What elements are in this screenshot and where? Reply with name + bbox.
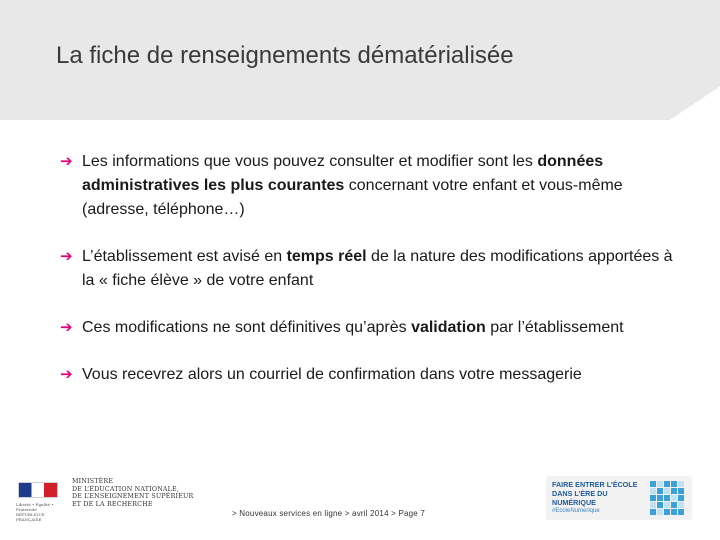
bullet-item	[60, 245, 680, 293]
bullet-text-bold: données administratives les plus courantes	[82, 153, 604, 194]
arrow-right-icon: ➔	[60, 248, 73, 265]
cta-line: FAIRE ENTRER L’ÉCOLE	[552, 480, 638, 489]
bullet-text: L’établissement est avisé en	[82, 248, 287, 265]
bullet-item	[60, 150, 680, 222]
ministry-name	[72, 478, 193, 508]
bullet-list	[60, 150, 680, 387]
ministry-line: MINISTÈRE	[72, 478, 114, 485]
ministry-line: DE L’ENSEIGNEMENT SUPÉRIEUR	[72, 493, 194, 501]
cta-handle: #EcoleNumerique	[552, 508, 600, 514]
republique-motto: Liberté • Égalité • Fraternité RÉPUBLIQUE FRANÇAISE	[16, 502, 54, 522]
bullet-text-bold: temps réel	[286, 248, 367, 265]
bullet-text: Vous recevrez alors un courriel de confirmation dans votre messagerie	[82, 366, 582, 383]
bullet-text: par l’établissement	[485, 319, 624, 336]
bullet-item	[60, 363, 680, 387]
bullet-text: Les informations que vous pouvez consulter et modifier sont les	[82, 153, 538, 170]
bullet-text-bold: validation	[411, 319, 486, 336]
arrow-right-icon: ➔	[60, 319, 73, 336]
marianne-logo	[16, 478, 58, 522]
arrow-right-icon: ➔	[60, 153, 73, 170]
footer-breadcrumb: > Nouveaux services en ligne > avril 2014 > Page 7	[232, 509, 426, 518]
cta-line: DANS L’ÈRE DU NUMÉRIQUE	[552, 489, 608, 507]
ministry-logo-block	[16, 478, 194, 522]
cta-text	[552, 480, 644, 516]
bullet-item	[60, 316, 680, 340]
bullet-text: Ces modifications ne sont définitives qu’après	[82, 319, 412, 336]
ecole-numerique-banner	[546, 476, 692, 520]
bullet-text: concernant votre enfant et vous-même (adresse, téléphone…)	[82, 177, 623, 218]
ministry-line: DE L’ÉDUCATION NATIONALE,	[72, 485, 180, 493]
flag-icon	[18, 482, 58, 498]
ministry-line: ET DE LA RECHERCHE	[72, 500, 153, 508]
qr-code-icon	[650, 481, 684, 515]
page-title: La fiche de renseignements dématérialisée	[56, 42, 514, 69]
arrow-right-icon: ➔	[60, 366, 73, 383]
bullet-text: de la nature des modifications apportées à la « fiche élève » de votre enfant	[82, 248, 673, 289]
